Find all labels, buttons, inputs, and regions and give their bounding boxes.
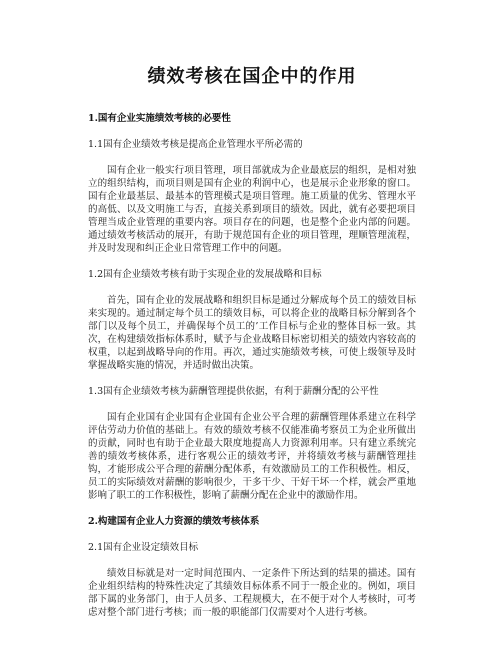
section-2 [88, 515, 416, 619]
section-1-1-heading: 1.1国有企业绩效考核是提高企业管理水平所必需的 [88, 139, 303, 150]
section-2-1-heading: 2.1国有企业设定绩效目标 [88, 542, 199, 553]
section-2-1-body: 绩效目标就是对一定时间范围内、一定条件下所达到的结果的描述。国有企业组织结构的特殊性决定了其绩效目标体系不同于一般企业的。例如，项目部下属的业务部门，由于人员多、工程规模大，在不便于对个人考核时，可考虑对整个部门进行考核；而一般的职能部门仅需要对个人进行考核。 [88, 568, 416, 618]
section-1-1-body: 国有企业一般实行项目管理，项目部就成为企业最底层的组织，是相对独立的组织结构，而项目则是国有企业的利润中心，也是展示企业形象的窗口。国有企业最基层、最基本的管理模式是项目管理。施工质量的优劣、管理水平的高低、以及文明施工与否，直接关系到项目的绩效。因此，就有必要把项目管理当成企业管理的重要内容。项目存在的问题，也是整个企业内部的问题。通过绩效考核活动的展开，有助于规范国有企业的项目管理，理顺管理流程，并及时发现和纠正企业日常管理工作中的问题。 [88, 165, 416, 254]
section-1-heading: 1.国有企业实施绩效考核的必要性 [88, 113, 231, 124]
section-1-2-heading: 1.2国有企业绩效考核有助于实现企业的发展战略和目标 [88, 269, 322, 280]
section-1-3-heading: 1.3国有企业绩效考核为薪酬管理提供依据，有利于薪酬分配的公平性 [88, 386, 379, 397]
section-1-3-body: 国有企业国有企业国有企业国有企业公平合理的薪酬管理体系建立在科学评估劳动力价值的基础上。有效的绩效考核不仅能准确考察员工为企业所做出的贡献，同时也有助于企业最大限度地提高人力资源利用率。只有建立系统完善的绩效考核体系，进行客观公正的绩效考评，并将绩效考核与薪酬管理挂钩，才能形成公平合理的薪酬分配体系，有效激励员工的工作积极性。相反，员工的实际绩效对薪酬的影响很少，干多干少、干好干坏一个样，就会严重地影响了职工的工作积极性，影响了薪酬分配在企业中的激励作用。 [88, 412, 416, 501]
section-1 [88, 112, 416, 502]
section-1-2-body: 首先，国有企业的发展战略和组织目标是通过分解成每个员工的绩效目标来实现的。通过制定每个员工的绩效目标，可以将企业的战略目标分解到各个部门以及每个员工，并确保每个员工的’工作目标与企业的整体目标一致。其次，在构建绩效指标体系时，赋予与企业战略目标密切相关的绩效内容较高的权重，以起到战略导向的作用。再次，通过实施绩效考核，可使上级领导及时掌握战略实施的情况，并适时做出决策。 [88, 295, 416, 371]
section-2-heading: 2.构建国有企业人力资源的绩效考核体系 [88, 516, 260, 527]
document-title: 绩效考核在国企中的作用 [147, 66, 357, 87]
document-page [88, 0, 416, 619]
